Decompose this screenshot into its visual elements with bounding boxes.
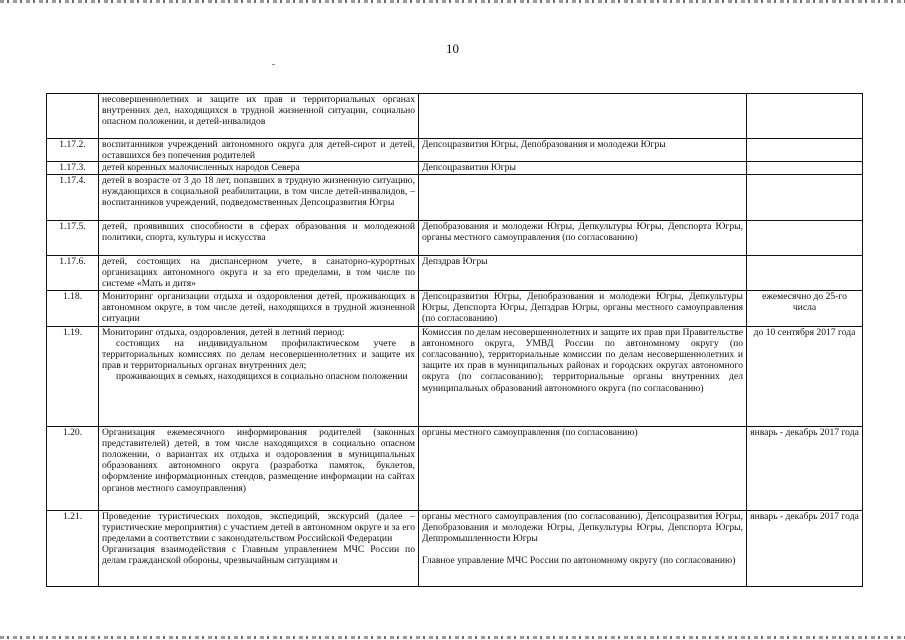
term-cell [747, 290, 863, 326]
executors-cell [419, 139, 747, 162]
row-number: 1.19. [47, 326, 99, 426]
executors-text: Депсоцразвития Югры, Депобразования и молодежи Югры [422, 139, 666, 150]
table-row [47, 94, 863, 139]
action-cell [99, 290, 419, 326]
table-row [47, 174, 863, 220]
executors-cell [419, 94, 747, 139]
action-cell [99, 162, 419, 174]
executors-text: Комиссия по делам несовершеннолетних и защите их прав при Правительстве автономного округа, УМВД России по автономному округу (по согласованию), территориальные комиссии по делам несовершеннолетних и защите их прав в муниципальных районах и городских округах автономного округа (по согласованию); территориальные органы внутренних дел муниципальных образований автономного округа (по согласованию) [422, 326, 743, 394]
executors-text: Депсоцразвития Югры, Депобразования и молодежи Югры, Депкультуры Югры, Депспорта Югры, Депздрав Югры, органы местного самоуправления (по согласованию) [422, 290, 743, 325]
table-row [47, 139, 863, 162]
action-text: проживающих в семьях, находящихся в социально опасном положении [116, 371, 408, 383]
table-row [47, 255, 863, 290]
action-text: Организация ежемесячного информирования родителей (законных представителей) детей, в том числе находящихся в социально опасном положении, о вариантах их отдыха и оздоровления в муниципальных образованиях автономного округа (разработка памяток, буклетов, оформление информационных стендов, размещение информации на сайтах органов местного самоуправления) [102, 426, 415, 494]
table-row [47, 510, 863, 586]
term-text: январь - декабрь 2017 года [750, 510, 859, 522]
term-cell [747, 139, 863, 162]
executors-cell [419, 162, 747, 174]
row-number: 1.17.4. [47, 174, 99, 220]
action-cell [99, 94, 419, 139]
executors-cell [419, 426, 747, 510]
row-number: 1.17.3. [47, 162, 99, 174]
executors-cell [419, 326, 747, 426]
term-cell [747, 326, 863, 426]
action-text: детей, состоящих на диспансерном учете, в санаторно-курортных организациях автономного округа и за его пределами, в том числе по системе «Мать и дитя» [102, 255, 415, 290]
action-text: Мониторинг отдыха, оздоровления, детей в летний период: [102, 326, 345, 338]
action-text: детей коренных малочисленных народов Севера [102, 162, 300, 174]
term-text: до 10 сентября 2017 года [753, 326, 856, 338]
executors-text: органы местного самоуправления (по согласованию), Депсоцразвития Югры, Депобразования и молодежи Югры, Депкультуры Югры, Депспорта Югры, Деппромышленности Югры [422, 510, 743, 545]
term-cell [747, 94, 863, 139]
executors-cell [419, 255, 747, 290]
term-text: ежемесячно до 25-го числа [762, 290, 847, 313]
table-row [47, 220, 863, 255]
row-number: 1.17.2. [47, 139, 99, 162]
action-text: Организация взаимодействия с Главным управлением МЧС России по делам гражданской обороны, чрезвычайным ситуациям и [102, 544, 415, 567]
term-cell [747, 255, 863, 290]
action-text: несовершеннолетних и защите их прав и территориальных органах внутренних дел, находящихся в трудной жизненной ситуации, социально опасном положении, и детей-инвалидов [102, 94, 415, 128]
term-cell [747, 162, 863, 174]
executors-text: органы местного самоуправления (по согласованию) [422, 426, 638, 438]
page-number: 10 [446, 41, 459, 56]
action-text: Мониторинг организации отдыха и оздоровления детей, проживающих в автономном округе, в том числе детей, находящихся в трудной жизненной ситуации [102, 290, 415, 325]
action-plan-table [46, 93, 863, 587]
scan-speck [272, 64, 275, 65]
row-number: 1.17.5. [47, 220, 99, 255]
row-number: 1.17.6. [47, 255, 99, 290]
action-cell [99, 426, 419, 510]
row-number: 1.20. [47, 426, 99, 510]
table-row [47, 162, 863, 174]
scan-edge-bottom [0, 636, 905, 639]
term-cell [747, 174, 863, 220]
row-number [47, 94, 99, 139]
action-text: воспитанников учреждений автономного округа для детей-сирот и детей, оставшихся без попечения родителей [102, 139, 415, 162]
executors-text: Главное управление МЧС России по автономному округу (по согласованию) [422, 555, 736, 567]
action-text: Проведение туристических походов, экспедиций, экскурсий (далее – туристические мероприятия) с участием детей в автономном округе и за его пределами в соответствии с законодательством Российской Федерации [102, 510, 415, 545]
action-cell [99, 255, 419, 290]
executors-cell [419, 174, 747, 220]
row-number: 1.21. [47, 510, 99, 586]
row-number: 1.18. [47, 290, 99, 326]
table-row [47, 426, 863, 510]
term-cell [747, 220, 863, 255]
scan-edge-top [0, 0, 905, 3]
action-cell [99, 326, 419, 426]
executors-cell [419, 510, 747, 586]
term-cell [747, 510, 863, 586]
action-cell [99, 510, 419, 586]
action-cell [99, 220, 419, 255]
term-cell [747, 426, 863, 510]
table-row [47, 290, 863, 326]
action-cell [99, 174, 419, 220]
action-text: детей в возрасте от 3 до 18 лет, попавших в трудную жизненную ситуацию, нуждающихся в социальной реабилитации, в том числе детей-инвалидов, – воспитанников учреждений, подведомственных Депсоцразвития Югры [102, 174, 415, 209]
executors-cell [419, 220, 747, 255]
executors-text: Депсоцразвития Югры [422, 162, 516, 174]
action-text: детей, проявивших способности в сферах образования и молодежной политики, спорта, культуры и искусства [102, 220, 415, 243]
action-cell [99, 139, 419, 162]
executors-text: Депздрав Югры [422, 255, 488, 267]
term-text: январь - декабрь 2017 года [750, 426, 859, 438]
table-row [47, 326, 863, 426]
action-text: состоящих на индивидуальном профилактическом учете в территориальных комиссиях по делам несовершеннолетних и защите их прав и территориальных органах внутренних дел; [102, 337, 415, 372]
executors-text: Депобразования и молодежи Югры, Депкультуры Югры, Депспорта Югры, органы местного самоуправления (по согласованию) [422, 220, 743, 243]
executors-cell [419, 290, 747, 326]
